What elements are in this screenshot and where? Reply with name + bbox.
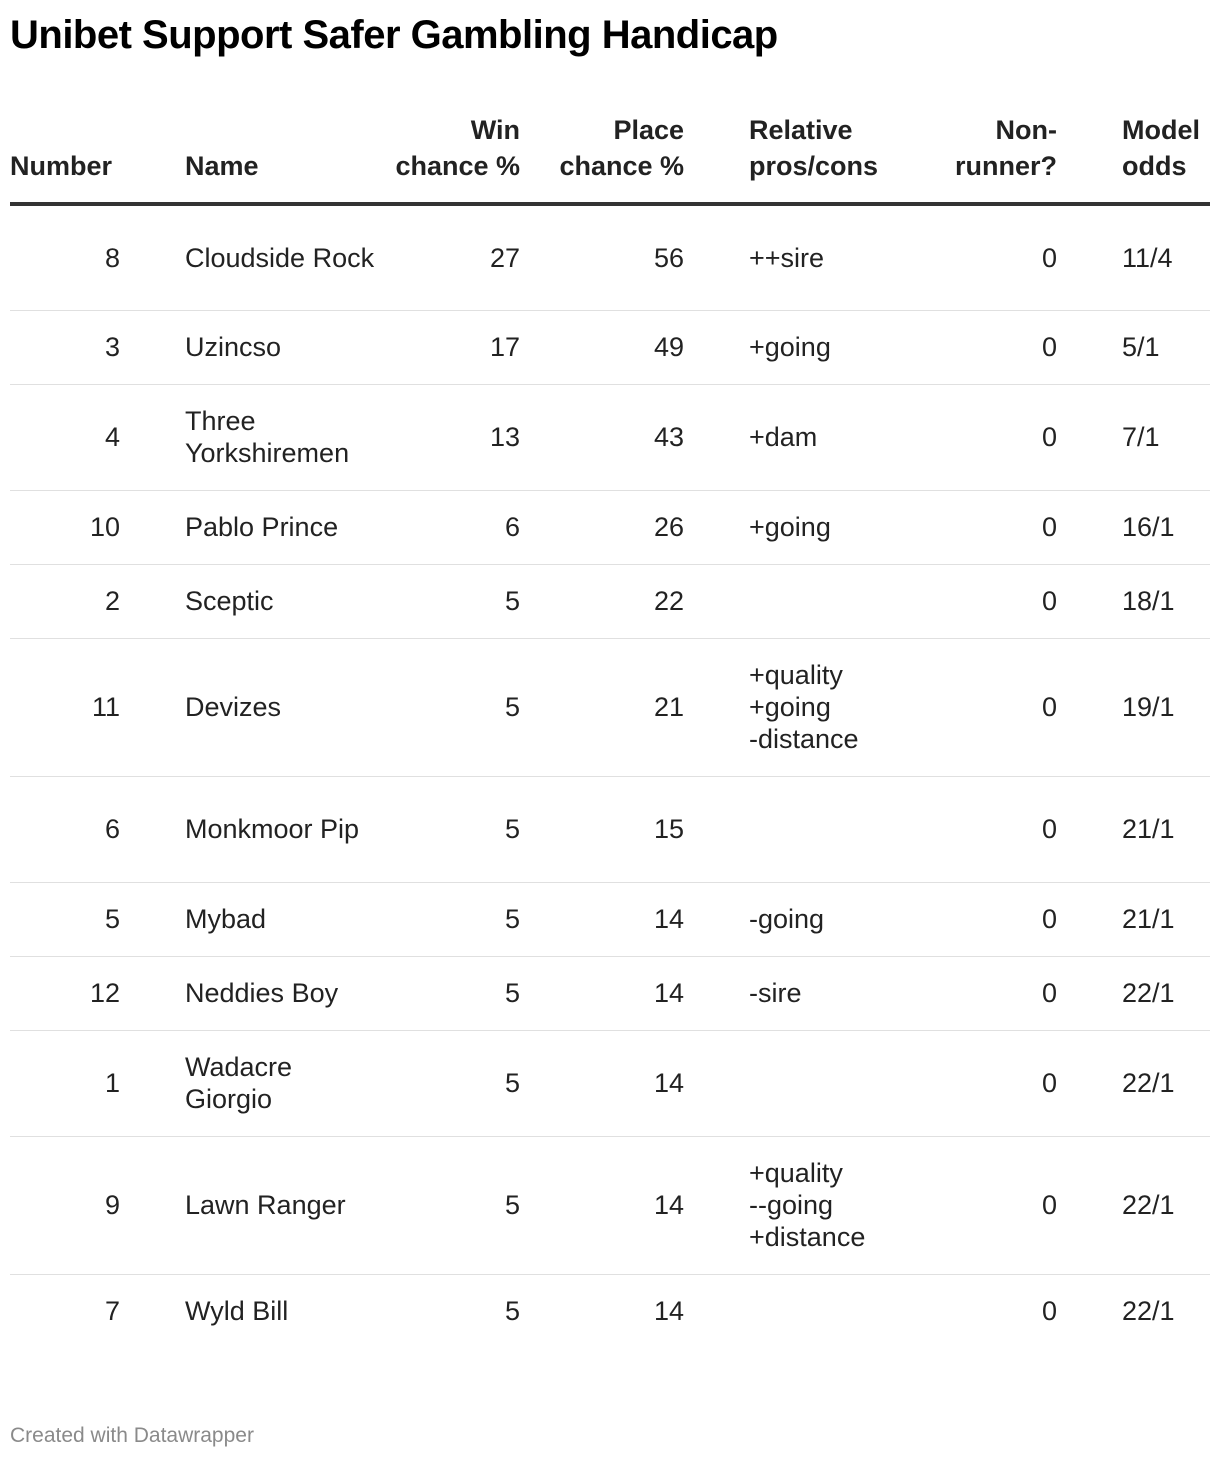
cell-non-runner: 0 <box>929 310 1057 384</box>
cell-pros-cons <box>749 1030 929 1136</box>
cell-name: Uzincso <box>185 310 375 384</box>
cell-number: 3 <box>10 310 120 384</box>
cell-pros-cons <box>749 1274 929 1348</box>
cell-pros-cons <box>749 564 929 638</box>
cell-pros-cons <box>749 882 929 956</box>
cell-win-chance: 27 <box>375 204 520 310</box>
table-row <box>10 956 1210 1030</box>
cell-win-chance: 5 <box>375 638 520 776</box>
cell-non-runner: 0 <box>929 882 1057 956</box>
table-row <box>10 204 1210 310</box>
pros-cons-item: +going <box>749 512 831 542</box>
cell-place-chance: 21 <box>520 638 684 776</box>
column-header-non-runner[interactable]: Non-runner? <box>929 112 1057 204</box>
column-header-number[interactable]: Number <box>10 112 120 204</box>
cell-win-chance: 5 <box>375 1136 520 1274</box>
table-row <box>10 310 1210 384</box>
cell-model-odds: 22/1 <box>1122 1136 1210 1274</box>
cell-non-runner: 0 <box>1041 1296 1057 1327</box>
cell-number: 9 <box>10 1136 120 1274</box>
cell-number: 7 <box>104 1296 120 1327</box>
chart-title: Unibet Support Safer Gambling Handicap <box>10 13 778 57</box>
table-row <box>10 564 1210 638</box>
cell-number: 8 <box>10 204 120 310</box>
table-row <box>10 638 1210 776</box>
cell-model-odds: 7/1 <box>1122 384 1210 490</box>
table-row <box>10 1136 1210 1274</box>
column-header-pros-cons[interactable]: Relative pros/cons <box>749 112 929 204</box>
table-header <box>10 112 1210 204</box>
cell-non-runner: 0 <box>929 384 1057 490</box>
table-row <box>10 490 1210 564</box>
cell-pros-cons <box>749 310 929 384</box>
cell-number: 12 <box>10 956 120 1030</box>
cell-place-chance: 14 <box>520 1030 684 1136</box>
cell-number: 5 <box>10 882 120 956</box>
cell-pros-cons <box>749 956 929 1030</box>
cell-name: Pablo Prince <box>185 490 375 564</box>
cell-pros-cons <box>749 490 929 564</box>
cell-place-chance: 26 <box>520 490 684 564</box>
cell-model-odds: 22/1 <box>1122 956 1210 1030</box>
cell-win-chance: 17 <box>375 310 520 384</box>
cell-place-chance: 49 <box>520 310 684 384</box>
cell-model-odds: 19/1 <box>1122 638 1210 776</box>
pros-cons-item: +dam <box>749 422 818 452</box>
column-header-model-odds[interactable]: Model odds <box>1122 112 1210 204</box>
cell-model-odds: 21/1 <box>1122 776 1210 882</box>
cell-place-chance: 14 <box>653 1296 684 1327</box>
pros-cons-item: --going <box>749 1190 834 1220</box>
cell-place-chance: 43 <box>520 384 684 490</box>
datawrapper-credit: Created with Datawrapper <box>10 1424 254 1447</box>
cell-model-odds: 22/1 <box>1122 1030 1210 1136</box>
table-body <box>10 204 1210 1348</box>
cell-win-chance: 6 <box>375 490 520 564</box>
odds-table <box>10 112 1210 1348</box>
cell-name: Cloudside Rock <box>185 204 375 310</box>
cell-non-runner: 0 <box>929 1136 1057 1274</box>
cell-name: Three Yorkshiremen <box>185 384 375 490</box>
cell-name: Lawn Ranger <box>185 1136 375 1274</box>
pros-cons-item: +going <box>749 692 831 722</box>
cell-name: Monkmoor Pip <box>185 776 375 882</box>
cell-name: Devizes <box>185 638 375 776</box>
cell-model-odds: 11/4 <box>1122 204 1210 310</box>
cell-model-odds: 21/1 <box>1122 882 1210 956</box>
cell-number: 2 <box>10 564 120 638</box>
column-header-place-chance[interactable]: Place chance % <box>520 112 684 204</box>
cell-win-chance: 13 <box>375 384 520 490</box>
pros-cons-item: +distance <box>749 1222 866 1252</box>
pros-cons-item: -sire <box>749 978 802 1008</box>
cell-non-runner: 0 <box>929 490 1057 564</box>
cell-non-runner: 0 <box>929 776 1057 882</box>
cell-win-chance: 5 <box>375 1030 520 1136</box>
cell-number: 10 <box>10 490 120 564</box>
cell-number: 11 <box>10 638 120 776</box>
pros-cons-item: +quality <box>749 660 843 690</box>
pros-cons-item: +quality <box>749 1158 843 1188</box>
table-row <box>10 384 1210 490</box>
cell-win-chance: 5 <box>375 882 520 956</box>
column-header-name[interactable]: Name <box>185 112 375 204</box>
cell-win-chance: 5 <box>375 956 520 1030</box>
cell-name: Neddies Boy <box>185 956 375 1030</box>
cell-name: Wyld Bill <box>185 1296 289 1327</box>
cell-place-chance: 22 <box>520 564 684 638</box>
cell-name: Sceptic <box>185 564 375 638</box>
table-row <box>10 776 1210 882</box>
cell-non-runner: 0 <box>929 564 1057 638</box>
pros-cons-item: -going <box>749 904 825 934</box>
cell-pros-cons <box>749 204 929 310</box>
table-row <box>10 882 1210 956</box>
table-row <box>10 1274 1210 1348</box>
cell-non-runner: 0 <box>929 204 1057 310</box>
cell-pros-cons <box>749 776 929 882</box>
cell-win-chance: 5 <box>375 776 520 882</box>
cell-name: Mybad <box>185 882 375 956</box>
cell-pros-cons <box>749 384 929 490</box>
cell-win-chance: 5 <box>375 564 520 638</box>
cell-model-odds: 16/1 <box>1122 490 1210 564</box>
cell-number: 6 <box>10 776 120 882</box>
cell-place-chance: 14 <box>520 956 684 1030</box>
cell-pros-cons <box>749 1136 929 1274</box>
pros-cons-item: ++sire <box>749 242 825 273</box>
pros-cons-item: -distance <box>749 724 859 754</box>
cell-place-chance: 14 <box>520 882 684 956</box>
cell-non-runner: 0 <box>929 1030 1057 1136</box>
cell-place-chance: 14 <box>520 1136 684 1274</box>
cell-pros-cons <box>749 638 929 776</box>
table-row <box>10 1030 1210 1136</box>
cell-win-chance: 5 <box>504 1296 520 1327</box>
cell-place-chance: 56 <box>520 204 684 310</box>
cell-model-odds: 22/1 <box>1122 1296 1175 1327</box>
cell-model-odds: 18/1 <box>1122 564 1210 638</box>
column-header-win-chance[interactable]: Win chance % <box>375 112 520 204</box>
cell-place-chance: 15 <box>520 776 684 882</box>
pros-cons-item: +going <box>749 332 831 362</box>
cell-non-runner: 0 <box>929 956 1057 1030</box>
cell-number: 1 <box>10 1030 120 1136</box>
cell-non-runner: 0 <box>929 638 1057 776</box>
cell-name: Wadacre Giorgio <box>185 1030 375 1136</box>
cell-number: 4 <box>10 384 120 490</box>
cell-model-odds: 5/1 <box>1122 310 1210 384</box>
